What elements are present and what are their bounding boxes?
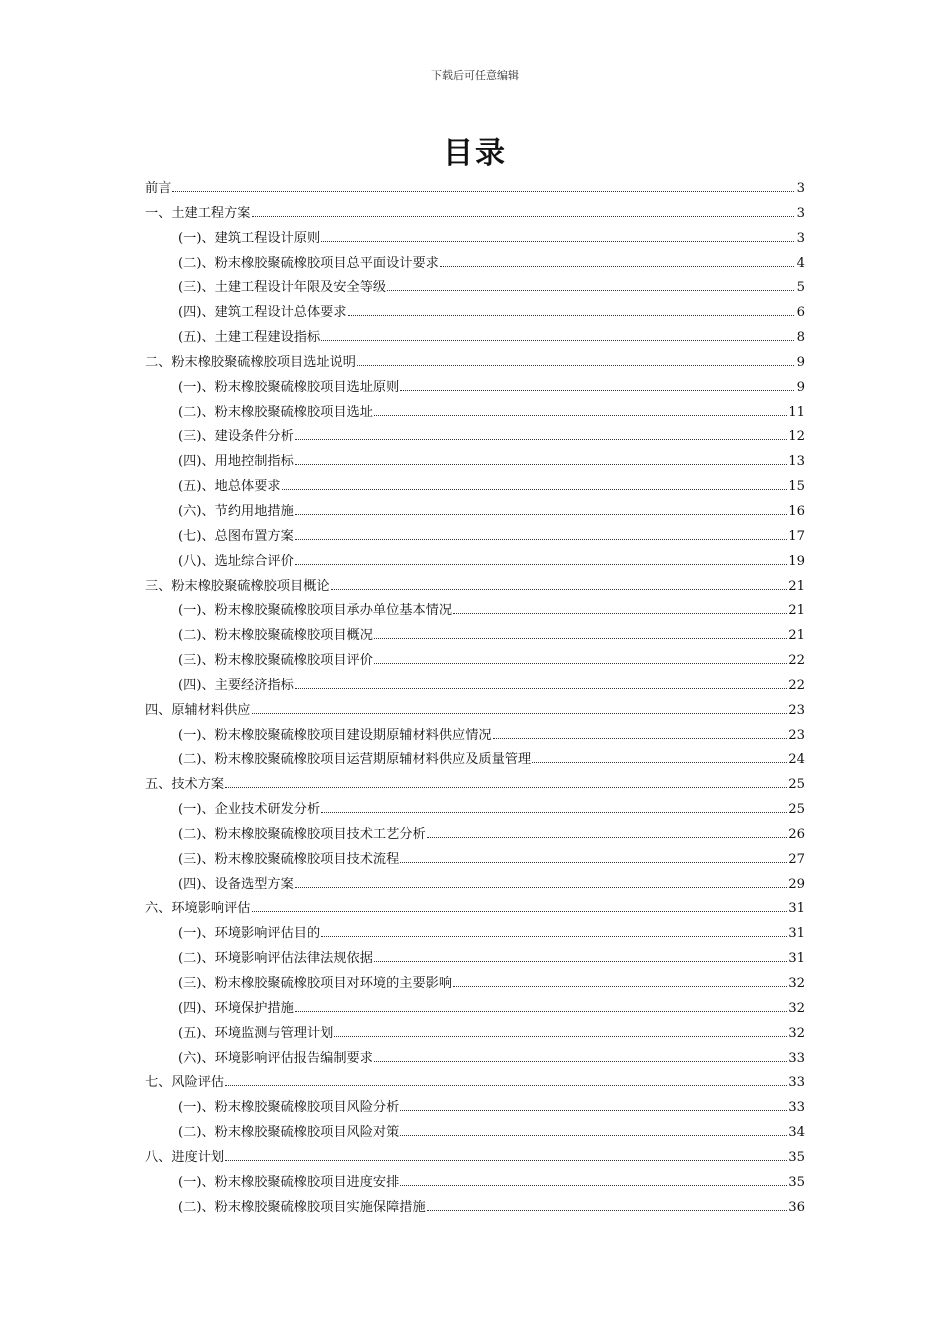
toc-subsection-link[interactable] <box>145 1171 805 1196</box>
toc-section-link[interactable] <box>145 1071 805 1096</box>
toc-page-number: 22 <box>788 677 805 693</box>
toc-page-number: 32 <box>788 976 805 991</box>
toc-entry-label: (六)、环境影响评估报告编制要求 <box>178 1050 373 1066</box>
toc-subsection-link[interactable] <box>145 425 805 450</box>
toc-page-number: 21 <box>788 603 805 619</box>
toc-dot-leader <box>225 1150 787 1161</box>
toc-dot-leader <box>374 405 787 416</box>
toc-subsection-link[interactable] <box>145 624 805 649</box>
toc-subsection-link[interactable] <box>145 1047 805 1072</box>
toc-dot-leader <box>453 603 787 614</box>
toc-entry-label: (四)、用地控制指标 <box>178 454 294 470</box>
table-of-contents <box>145 177 805 1220</box>
toc-page-number: 4 <box>796 255 805 271</box>
toc-subsection-link[interactable] <box>145 376 805 401</box>
toc-page-number: 31 <box>788 951 805 967</box>
toc-page-number: 33 <box>788 1100 805 1116</box>
toc-subsection-link[interactable] <box>145 550 805 575</box>
toc-entry-label: (四)、主要经济指标 <box>178 677 294 693</box>
toc-dot-leader <box>225 1075 787 1086</box>
toc-title: 目录 <box>443 136 507 171</box>
toc-entry-label: 四、原辅材料供应 <box>145 702 251 718</box>
toc-subsection-link[interactable] <box>145 326 805 351</box>
toc-dot-leader <box>400 1100 787 1111</box>
toc-dot-leader <box>225 777 787 788</box>
toc-subsection-link[interactable] <box>145 848 805 873</box>
toc-dot-leader <box>440 256 794 267</box>
toc-entry-label: (四)、环境保护措施 <box>178 1000 294 1016</box>
toc-dot-leader <box>321 926 787 937</box>
toc-dot-leader <box>295 529 787 540</box>
toc-subsection-link[interactable] <box>145 1096 805 1121</box>
toc-dot-leader <box>295 454 787 465</box>
toc-section-link[interactable] <box>145 1146 805 1171</box>
toc-page-number: 3 <box>796 205 805 221</box>
toc-page-number: 17 <box>788 528 805 544</box>
toc-entry-label: (五)、环境监测与管理计划 <box>178 1025 334 1041</box>
toc-entry-label: (二)、粉末橡胶聚硫橡胶项目实施保障措施 <box>178 1199 426 1215</box>
toc-page-number: 9 <box>796 379 805 395</box>
toc-subsection-link[interactable] <box>145 525 805 550</box>
toc-page-number: 19 <box>788 553 805 569</box>
toc-section-link[interactable] <box>145 177 805 202</box>
toc-dot-leader <box>331 579 788 590</box>
toc-page-number: 9 <box>796 354 805 370</box>
toc-page-number: 33 <box>788 1075 805 1091</box>
toc-subsection-link[interactable] <box>145 252 805 277</box>
toc-page-number: 25 <box>788 802 805 818</box>
toc-subsection-link[interactable] <box>145 798 805 823</box>
toc-entry-label: 三、粉末橡胶聚硫橡胶项目概论 <box>145 578 330 594</box>
toc-subsection-link[interactable] <box>145 922 805 947</box>
toc-page-number: 23 <box>788 727 805 743</box>
toc-page-number: 25 <box>788 777 805 793</box>
toc-subsection-link[interactable] <box>145 947 805 972</box>
toc-entry-label: (一)、粉末橡胶聚硫橡胶项目进度安排 <box>178 1174 400 1190</box>
toc-section-link[interactable] <box>145 773 805 798</box>
toc-entry-label: 七、风险评估 <box>145 1075 225 1091</box>
toc-entry-label: (二)、环境影响评估法律法规依据 <box>178 951 373 967</box>
toc-subsection-link[interactable] <box>145 748 805 773</box>
toc-page-number: 13 <box>788 454 805 470</box>
toc-dot-leader <box>374 653 787 664</box>
toc-dot-leader <box>295 430 787 441</box>
toc-entry-label: (二)、粉末橡胶聚硫橡胶项目风险对策 <box>178 1125 400 1141</box>
toc-dot-leader <box>172 181 794 192</box>
toc-entry-label: (八)、选址综合评价 <box>178 553 294 569</box>
toc-page-number: 35 <box>788 1149 805 1165</box>
toc-page-number: 27 <box>788 851 805 867</box>
page-header-note: 下载后可任意编辑 <box>431 69 519 82</box>
toc-page-number: 15 <box>788 479 805 495</box>
toc-entry-label: 六、环境影响评估 <box>145 901 251 917</box>
toc-subsection-link[interactable] <box>145 1121 805 1146</box>
toc-page-number: 31 <box>788 901 805 917</box>
toc-dot-leader <box>357 355 794 366</box>
toc-page-number: 32 <box>788 1025 805 1041</box>
toc-page-number: 35 <box>788 1174 805 1190</box>
toc-dot-leader <box>427 1200 788 1211</box>
toc-page-number: 24 <box>788 752 805 768</box>
toc-entry-label: 一、土建工程方案 <box>145 205 251 221</box>
toc-page-number: 29 <box>788 876 805 892</box>
toc-page-number: 23 <box>788 702 805 718</box>
toc-entry-label: (二)、粉末橡胶聚硫橡胶项目总平面设计要求 <box>178 255 439 271</box>
toc-entry-label: 前言 <box>145 181 172 196</box>
toc-entry-label: (一)、粉末橡胶聚硫橡胶项目风险分析 <box>178 1100 400 1116</box>
toc-dot-leader <box>295 504 787 515</box>
toc-subsection-link[interactable] <box>145 450 805 475</box>
toc-subsection-link[interactable] <box>145 227 805 252</box>
toc-entry-label: (七)、总图布置方案 <box>178 528 294 544</box>
toc-page-number: 26 <box>788 826 805 842</box>
toc-dot-leader <box>427 827 788 838</box>
toc-dot-leader <box>252 902 788 913</box>
toc-entry-label: (二)、粉末橡胶聚硫橡胶项目选址 <box>178 404 373 420</box>
toc-section-link[interactable] <box>145 699 805 724</box>
toc-page-number: 21 <box>788 578 805 594</box>
toc-page-number: 6 <box>796 305 805 321</box>
toc-entry-label: (三)、粉末橡胶聚硫橡胶项目技术流程 <box>178 851 400 867</box>
toc-subsection-link[interactable] <box>145 1022 805 1047</box>
toc-entry-label: 八、进度计划 <box>145 1149 225 1165</box>
toc-dot-leader <box>282 479 788 490</box>
toc-entry-label: (二)、粉末橡胶聚硫橡胶项目技术工艺分析 <box>178 826 426 842</box>
toc-subsection-link[interactable] <box>145 401 805 426</box>
toc-entry-label: (三)、建设条件分析 <box>178 429 294 445</box>
toc-page-number: 11 <box>788 404 805 420</box>
toc-entry-label: 二、粉末橡胶聚硫橡胶项目选址说明 <box>145 354 356 370</box>
toc-dot-leader <box>532 753 787 764</box>
toc-page-number: 3 <box>796 230 805 246</box>
toc-entry-label: (二)、粉末橡胶聚硫橡胶项目概况 <box>178 628 373 644</box>
toc-subsection-link[interactable] <box>145 972 805 997</box>
toc-entry-label: (四)、建筑工程设计总体要求 <box>178 305 347 321</box>
toc-dot-leader <box>295 877 787 888</box>
toc-dot-leader <box>374 628 787 639</box>
toc-page-number: 34 <box>788 1125 805 1141</box>
toc-subsection-link[interactable] <box>145 599 805 624</box>
toc-section-link[interactable] <box>145 202 805 227</box>
toc-page-number: 8 <box>796 330 805 346</box>
toc-page-number: 33 <box>788 1050 805 1066</box>
toc-dot-leader <box>295 678 787 689</box>
toc-page-number: 16 <box>788 503 805 519</box>
toc-page-number: 12 <box>788 429 805 445</box>
toc-subsection-link[interactable] <box>145 724 805 749</box>
toc-page-number: 3 <box>796 181 805 196</box>
toc-dot-leader <box>374 1051 787 1062</box>
toc-dot-leader <box>400 1125 787 1136</box>
toc-dot-leader <box>387 280 794 291</box>
toc-section-link[interactable] <box>145 897 805 922</box>
toc-page-number: 21 <box>788 628 805 644</box>
toc-subsection-link[interactable] <box>145 1196 805 1221</box>
toc-subsection-link[interactable] <box>145 301 805 326</box>
toc-dot-leader <box>348 305 794 316</box>
toc-page-number: 36 <box>788 1199 805 1215</box>
toc-page-number: 5 <box>796 280 805 296</box>
toc-subsection-link[interactable] <box>145 276 805 301</box>
toc-dot-leader <box>334 1026 787 1037</box>
toc-subsection-link[interactable] <box>145 997 805 1022</box>
toc-page-number: 31 <box>788 926 805 942</box>
toc-dot-leader <box>493 728 788 739</box>
toc-entry-label: (一)、环境影响评估目的 <box>178 926 321 942</box>
toc-entry-label: 五、技术方案 <box>145 777 225 793</box>
toc-dot-leader <box>400 380 794 391</box>
toc-subsection-link[interactable] <box>145 823 805 848</box>
toc-page-number: 22 <box>788 653 805 669</box>
toc-dot-leader <box>374 951 787 962</box>
toc-dot-leader <box>252 206 795 217</box>
toc-entry-label: (五)、地总体要求 <box>178 479 281 495</box>
toc-dot-leader <box>295 554 787 565</box>
toc-section-link[interactable] <box>145 351 805 376</box>
toc-page-number: 32 <box>788 1000 805 1016</box>
toc-dot-leader <box>453 976 787 987</box>
toc-dot-leader <box>400 852 787 863</box>
toc-entry-label: (一)、粉末橡胶聚硫橡胶项目建设期原辅材料供应情况 <box>178 727 492 743</box>
toc-entry-label: (三)、土建工程设计年限及安全等级 <box>178 280 387 296</box>
toc-entry-label: (一)、粉末橡胶聚硫橡胶项目选址原则 <box>178 379 400 395</box>
toc-subsection-link[interactable] <box>145 674 805 699</box>
toc-dot-leader <box>252 703 788 714</box>
toc-dot-leader <box>321 330 794 341</box>
toc-subsection-link[interactable] <box>145 649 805 674</box>
toc-entry-label: (二)、粉末橡胶聚硫橡胶项目运营期原辅材料供应及质量管理 <box>178 752 532 768</box>
toc-subsection-link[interactable] <box>145 500 805 525</box>
toc-dot-leader <box>321 802 787 813</box>
toc-dot-leader <box>295 1001 787 1012</box>
toc-entry-label: (四)、设备选型方案 <box>178 876 294 892</box>
toc-subsection-link[interactable] <box>145 475 805 500</box>
toc-entry-label: (一)、企业技术研发分析 <box>178 802 321 818</box>
toc-dot-leader <box>400 1175 787 1186</box>
toc-entry-label: (一)、建筑工程设计原则 <box>178 230 321 246</box>
toc-entry-label: (六)、节约用地措施 <box>178 503 294 519</box>
toc-entry-label: (三)、粉末橡胶聚硫橡胶项目评价 <box>178 653 373 669</box>
toc-entry-label: (五)、土建工程建设指标 <box>178 330 321 346</box>
toc-subsection-link[interactable] <box>145 873 805 898</box>
toc-entry-label: (三)、粉末橡胶聚硫橡胶项目对环境的主要影响 <box>178 976 453 991</box>
toc-section-link[interactable] <box>145 575 805 600</box>
toc-dot-leader <box>321 231 794 242</box>
toc-entry-label: (一)、粉末橡胶聚硫橡胶项目承办单位基本情况 <box>178 603 453 619</box>
